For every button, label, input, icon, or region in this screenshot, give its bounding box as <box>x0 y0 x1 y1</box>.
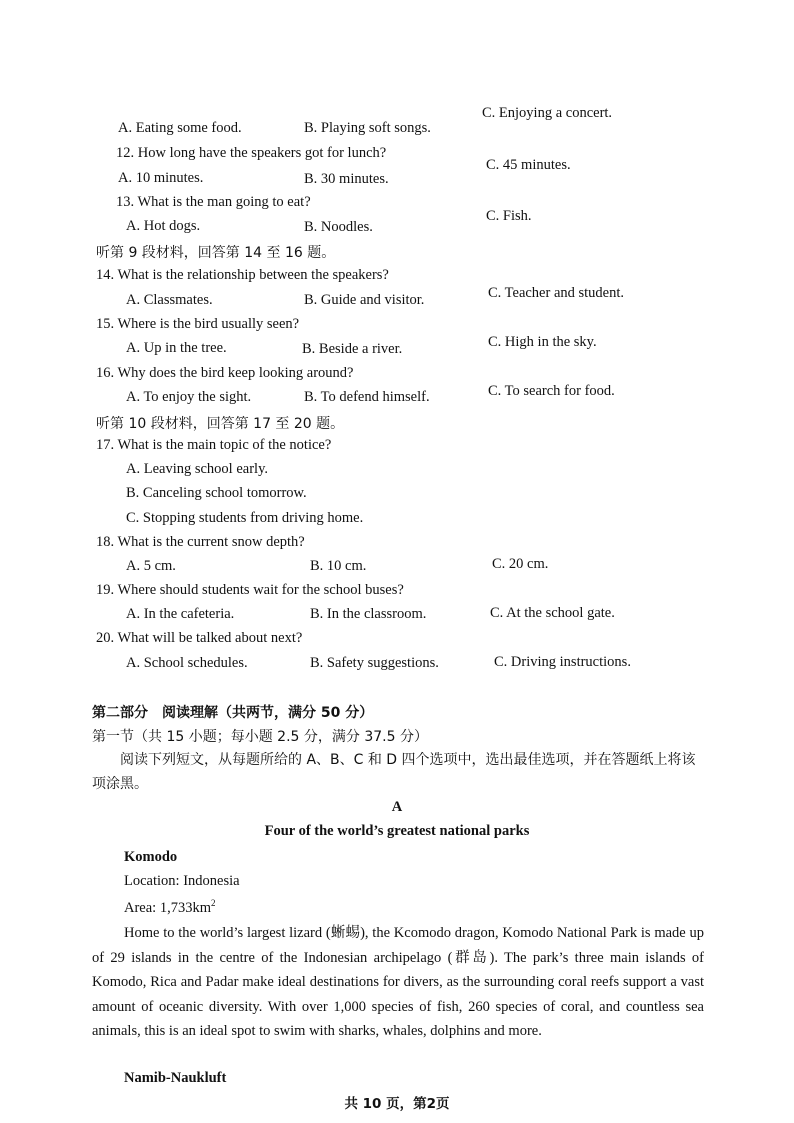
reading-section-title: 第一节（共 15 小题；每小题 2.5 分，满分 37.5 分） <box>92 729 428 745</box>
reading-part-title: 第二部分 阅读理解（共两节，满分 50 分） <box>92 705 374 721</box>
park-komodo-name: Komodo <box>124 849 178 865</box>
page-footer: 共 10 页，第2页 <box>344 1096 450 1112</box>
q12-stem: 12. How long have the speakers got for lunch? <box>116 145 387 161</box>
q11-option-a: A. Eating some food. <box>118 120 242 136</box>
q17-option-b: B. Canceling school tomorrow. <box>126 485 307 501</box>
q20-stem: 20. What will be talked about next? <box>96 630 303 646</box>
q15-option-a: A. Up in the tree. <box>126 340 227 356</box>
q17-option-c: C. Stopping students from driving home. <box>126 510 364 526</box>
q12-option-b: B. 30 minutes. <box>304 171 389 187</box>
q16-option-c: C. To search for food. <box>488 383 615 399</box>
q15-option-c: C. High in the sky. <box>488 334 597 350</box>
q20-option-a: A. School schedules. <box>126 655 248 671</box>
park-komodo-location: Location: Indonesia <box>124 873 240 889</box>
q14-option-b: B. Guide and visitor. <box>304 292 425 308</box>
q14-option-c: C. Teacher and student. <box>488 285 625 301</box>
q12-option-c: C. 45 minutes. <box>486 157 571 173</box>
q19-option-c: C. At the school gate. <box>490 605 615 621</box>
passage-letter: A <box>391 799 403 815</box>
q15-stem: 15. Where is the bird usually seen? <box>96 316 300 332</box>
q13-option-a: A. Hot dogs. <box>126 218 201 234</box>
q20-option-c: C. Driving instructions. <box>494 654 631 670</box>
q13-stem: 13. What is the man going to eat? <box>116 194 311 210</box>
q15-option-b: B. Beside a river. <box>302 341 403 357</box>
q18-option-a: A. 5 cm. <box>126 558 176 574</box>
q12-option-a: A. 10 minutes. <box>118 170 204 186</box>
q18-stem: 18. What is the current snow depth? <box>96 534 305 550</box>
park-namib-name: Namib-Naukluft <box>124 1070 227 1086</box>
passage-title: Four of the world’s greatest national parks <box>264 823 530 839</box>
q18-option-b: B. 10 cm. <box>310 558 367 574</box>
q16-option-a: A. To enjoy the sight. <box>126 389 252 405</box>
q16-stem: 16. Why does the bird keep looking around? <box>96 365 354 381</box>
q17-option-a: A. Leaving school early. <box>126 461 268 477</box>
q16-option-b: B. To defend himself. <box>304 389 430 405</box>
q19-stem: 19. Where should students wait for the school buses? <box>96 582 404 598</box>
q19-option-a: A. In the cafeteria. <box>126 606 235 622</box>
q11-option-c: C. Enjoying a concert. <box>482 105 613 121</box>
q17-stem: 17. What is the main topic of the notice? <box>96 437 332 453</box>
q19-option-b: B. In the classroom. <box>310 606 427 622</box>
section-9-instruction: 听第 9 段材料，回答第 14 至 16 题。 <box>96 245 336 261</box>
q13-option-c: C. Fish. <box>486 208 532 224</box>
park-komodo-description: Home to the world’s largest lizard (蜥蜴), the Kcomodo dragon, Komodo National Park is made up of 29 islands in the centre of the Indonesian archipelago (群岛). The park’s three main islands of Komodo, Rica and Padar make ideal destinations for divers, as the surrounding coral reefs support a vast amount of oceanic diversity. With over 1,000 species of fish, 260 species of coral, and countless sea animals, this is an ideal spot to swim with sharks, whales, dolphins and more. <box>92 925 704 1040</box>
reading-instruction: 阅读下列短文，从每题所给的 A、B、C 和 D 四个选项中，选出最佳选项，并在答题纸上将该项涂黑。 <box>92 752 696 792</box>
q11-option-b: B. Playing soft songs. <box>304 120 431 136</box>
q14-stem: 14. What is the relationship between the speakers? <box>96 267 389 283</box>
q20-option-b: B. Safety suggestions. <box>310 655 439 671</box>
q14-option-a: A. Classmates. <box>126 292 213 308</box>
q13-option-b: B. Noodles. <box>304 219 373 235</box>
section-10-instruction: 听第 10 段材料，回答第 17 至 20 题。 <box>96 416 345 432</box>
park-komodo-area: Area: $1,733km^2$ <box>124 898 216 916</box>
q18-option-c: C. 20 cm. <box>492 556 549 572</box>
